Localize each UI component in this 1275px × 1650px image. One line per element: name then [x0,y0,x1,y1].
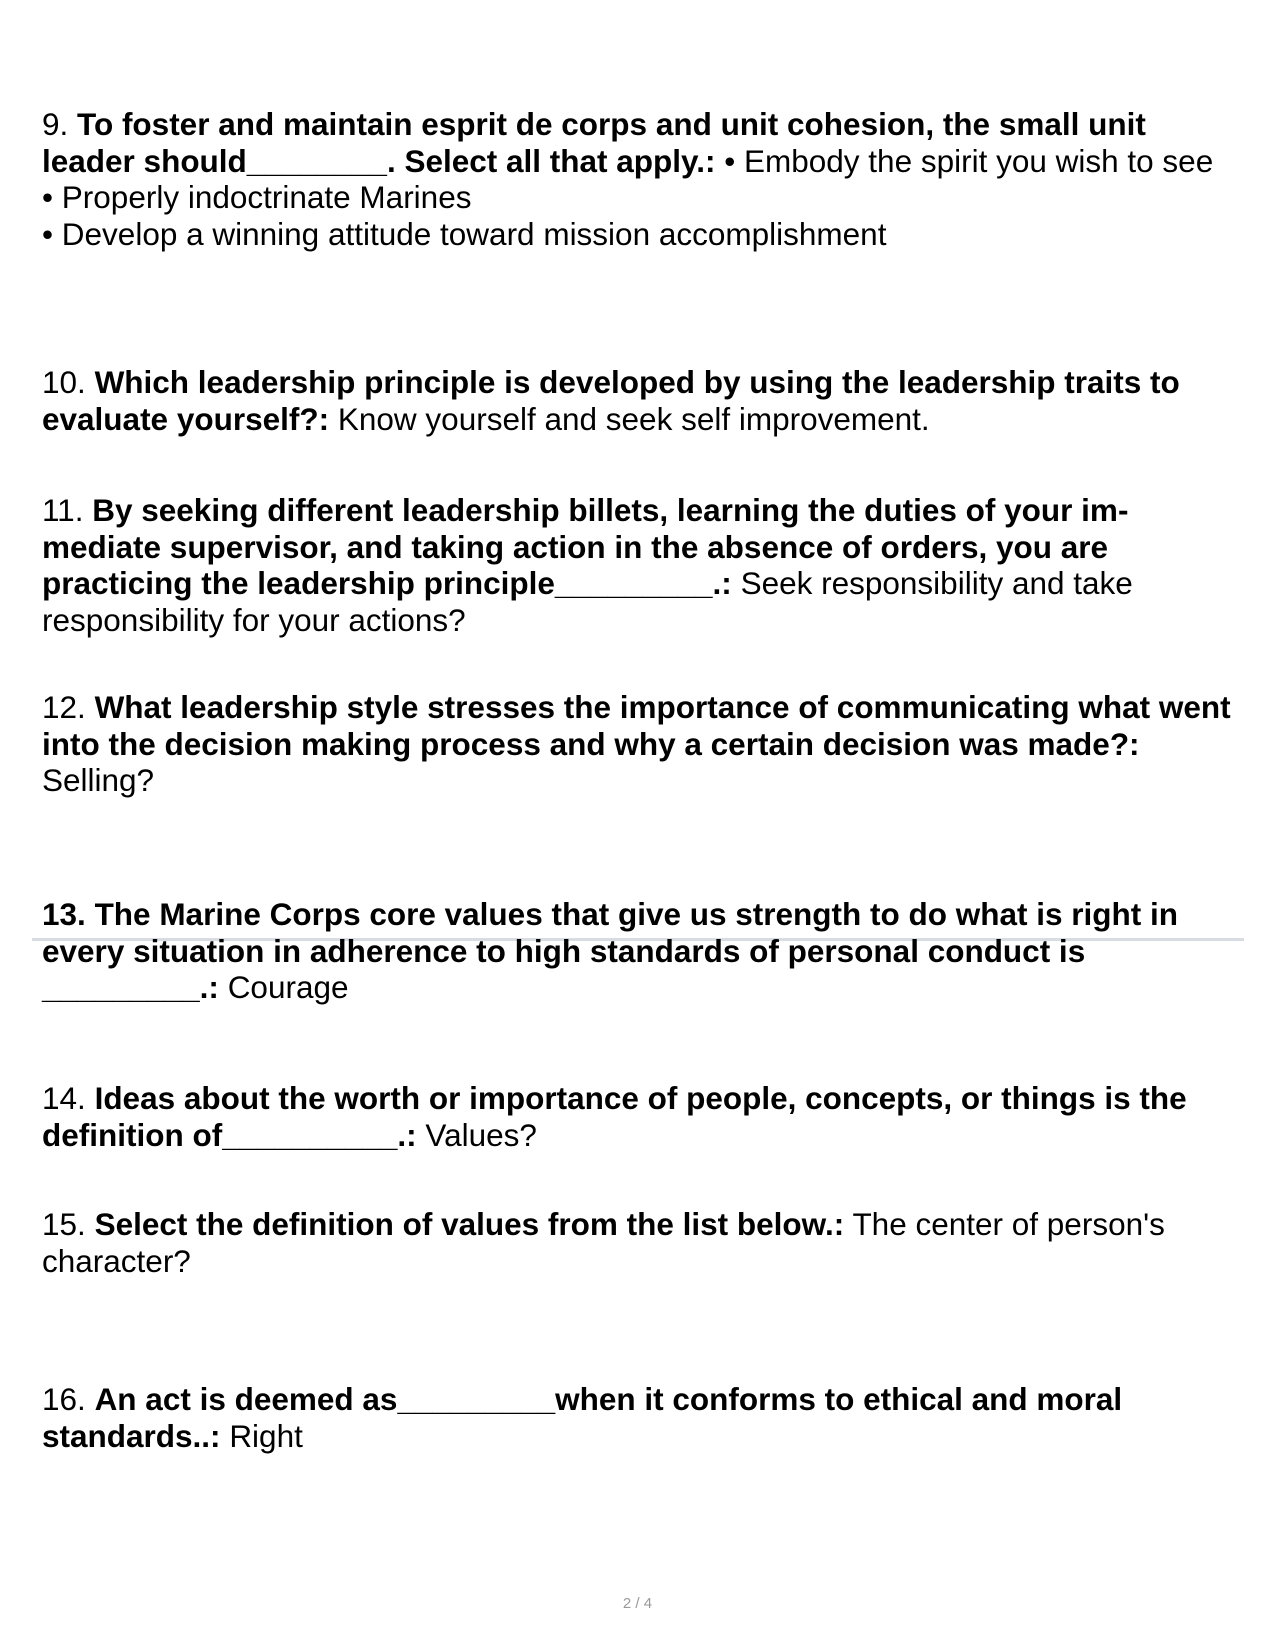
question-12-number: 12. [42,689,86,725]
question-9-answer-line-2: • Properly indoctrinate Marines [42,179,472,216]
question-16-number: 16. [42,1381,86,1417]
question-13-prompt: The Marine Corps core values that give us strength to do what is right in every situation in adherence to high standards of personal conduct is _________.: [42,896,1178,1006]
question-13-answer: Courage [227,969,349,1006]
question-14-prompt: Ideas about the worth or importance of people, concepts, or things is the definition of__________.: [42,1080,1187,1153]
question-15 [42,1206,1242,1279]
question-16-prompt: An act is deemed as_________when it conforms to ethical and moral standards..: [42,1381,1123,1454]
question-11-prompt: By seeking different leadership billets, learning the duties of your im- mediate supervisor, and taking action in the absence of orders, you are practicing the leadership principle_________.: [42,492,1129,602]
question-12 [42,689,1242,799]
question-9-prompt: To foster and maintain esprit de corps and unit cohesion, the small unit leader should________. Select all that apply.: [42,106,1146,179]
question-13 [42,896,1242,1006]
question-15-prompt: Select the definition of values from the list below.: [94,1206,845,1242]
question-12-prompt: What leadership style stresses the importance of communicating what went into the decision making process and why a certain decision was made?: [42,689,1231,762]
question-16-answer: Right [229,1417,303,1454]
question-9-answer-line-3: • Develop a winning attitude toward mission accomplishment [42,215,887,252]
question-12-answer: Selling? [42,762,155,799]
question-16 [42,1381,1242,1454]
question-10 [42,364,1242,437]
question-15-number: 15. [42,1206,86,1242]
question-14 [42,1080,1242,1153]
question-10-prompt: Which leadership principle is developed by using the leadership traits to evaluate yourself?: [42,364,1180,437]
question-11 [42,492,1242,638]
question-10-number: 10. [42,364,86,400]
question-15-answer: The center of person's character? [42,1206,1165,1279]
question-14-answer: Values? [425,1116,537,1153]
question-11-number: 11. [42,492,84,528]
question-10-answer: Know yourself and seek self improvement. [337,400,930,437]
question-14-number: 14. [42,1080,86,1116]
page-number: 2 / 4 [622,1595,653,1612]
question-13-number: 13. [42,896,86,932]
question-9-answer-line-1: • Embody the spirit you wish to see [724,142,1214,179]
question-9 [42,106,1242,252]
question-11-answer: Seek responsibility and take responsibility for your actions? [42,565,1133,638]
question-9-number: 9. [42,106,69,142]
